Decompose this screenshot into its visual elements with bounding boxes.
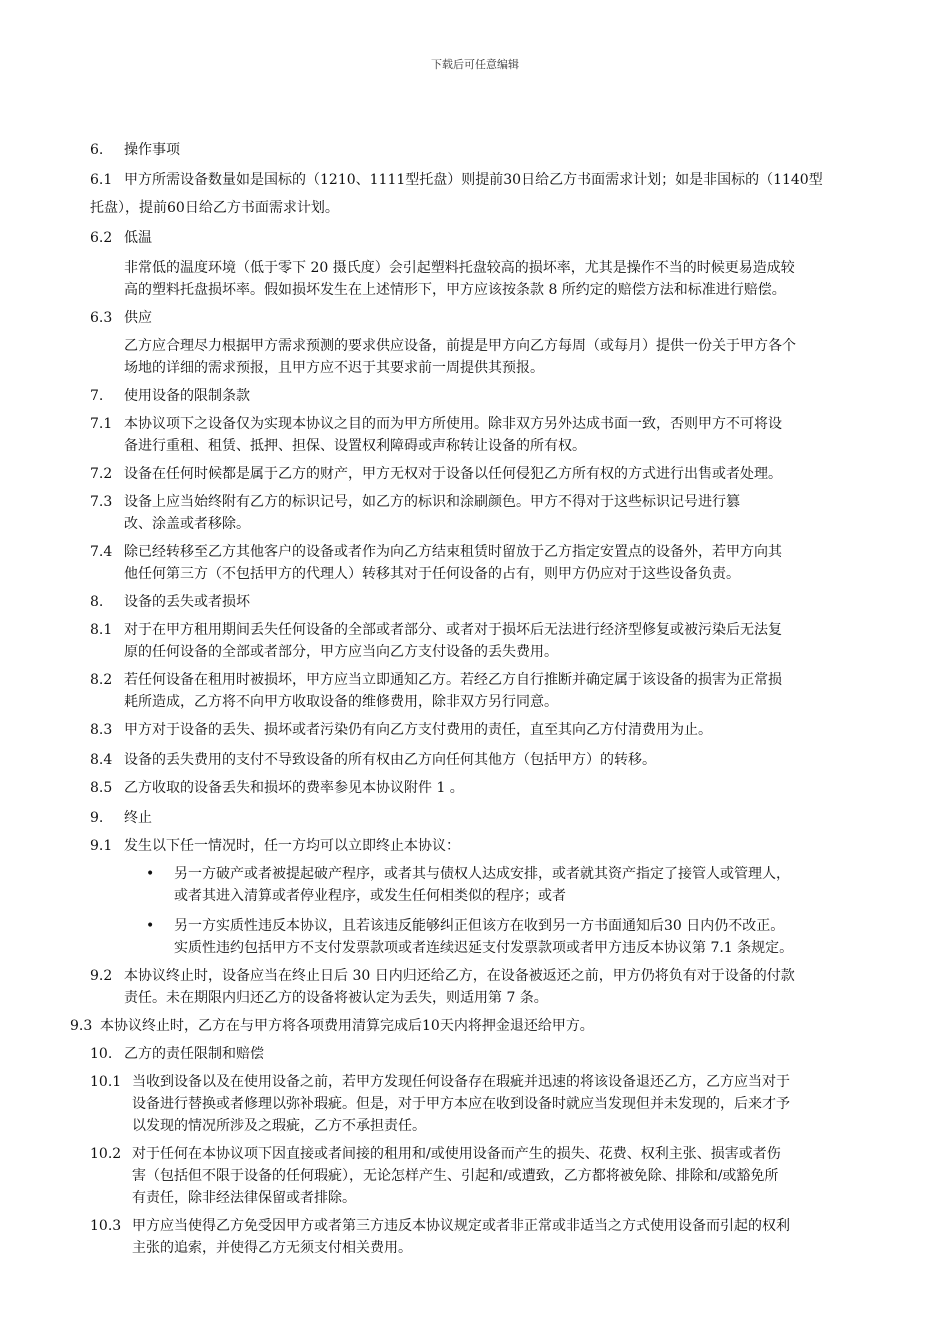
clause-text: 若任何设备在租用时被损坏，甲方应当立即通知乙方。若经乙方自行推断并确定属于该设备的损害为正常损	[124, 672, 782, 688]
clause-text: 设备的丢失费用的支付不导致设备的所有权由乙方向任何其他方（包括甲方）的转移。	[124, 752, 656, 768]
clause-text: 乙方应合理尽力根据甲方需求预测的要求供应设备，前提是甲方向乙方每周（或每月）提供一份关于甲方各个	[124, 338, 796, 354]
clause-text: 乙方收取的设备丢失和损坏的费率参见本协议附件 1 。	[124, 780, 464, 796]
clause-number: 8.2	[90, 672, 113, 688]
clause-number: 7.	[90, 388, 104, 404]
clause-text: 设备上应当始终附有乙方的标识记号，如乙方的标识和涂刷颜色。甲方不得对于这些标识记号进行篡	[124, 494, 740, 510]
clause-text: 使用设备的限制条款	[124, 388, 250, 404]
clause-text: 设备的丢失或者损坏	[124, 594, 250, 610]
clause-text: 主张的追索，并使得乙方无须支付相关费用。	[132, 1240, 412, 1256]
clause-text: 甲方所需设备数量如是国标的（1210、1111型托盘）则提前30日给乙方书面需求计划；如是非国标的（1140型	[124, 172, 823, 188]
clause-number: 10.1	[90, 1074, 122, 1090]
clause-text: 或者其进入清算或者停业程序，或发生任何相类似的程序；或者	[174, 888, 566, 904]
clause-number: 9.2	[90, 968, 113, 984]
clause-number: 7.2	[90, 466, 113, 482]
clause-text: 除已经转移至乙方其他客户的设备或者作为向乙方结束租赁时留放于乙方指定安置点的设备外，若甲方向其	[124, 544, 782, 560]
clause-text: 场地的详细的需求预报，且甲方应不迟于其要求前一周提供其预报。	[124, 360, 544, 376]
bullet-icon: •	[146, 918, 155, 934]
clause-text: 另一方实质性违反本协议，且若该违反能够纠正但该方在收到另一方书面通知后30 日内仍不改正。	[174, 918, 785, 934]
clause-text: 对于在甲方租用期间丢失任何设备的全部或者部分、或者对于损坏后无法进行经济型修复或被污染后无法复	[124, 622, 782, 638]
page-header: 下载后可任意编辑	[431, 58, 519, 71]
clause-text: 原的任何设备的全部或者部分，甲方应当向乙方支付设备的丢失费用。	[124, 644, 558, 660]
clause-number: 8.3	[90, 722, 113, 738]
clause-text: 本协议项下之设备仅为实现本协议之目的而为甲方所使用。除非双方另外达成书面一致，否则甲方不可将设	[124, 416, 782, 432]
clause-text: 设备在任何时候都是属于乙方的财产，甲方无权对于设备以任何侵犯乙方所有权的方式进行出售或者处理。	[124, 466, 782, 482]
clause-text: 当收到设备以及在使用设备之前，若甲方发现任何设备存在瑕疵并迅速的将该设备退还乙方，乙方应当对于	[132, 1074, 790, 1090]
clause-number: 7.3	[90, 494, 113, 510]
clause-text: 供应	[124, 310, 152, 326]
clause-text: 耗所造成，乙方将不向甲方收取设备的维修费用，除非双方另行同意。	[124, 694, 558, 710]
clause-text: 操作事项	[124, 142, 180, 158]
clause-text: 甲方应当使得乙方免受因甲方或者第三方违反本协议规定或者非正常或非适当之方式使用设备而引起的权利	[132, 1218, 790, 1234]
clause-text: 实质性违约包括甲方不支付发票款项或者连续迟延支付发票款项或者甲方违反本协议第 7.1 条规定。	[174, 940, 794, 956]
clause-text: 他任何第三方（不包括甲方的代理人）转移其对于任何设备的占有，则甲方仍应对于这些设备负责。	[124, 566, 740, 582]
clause-text: 以发现的情况所涉及之瑕疵，乙方不承担责任。	[132, 1118, 426, 1134]
clause-number: 10.	[90, 1046, 113, 1062]
clause-number: 10.3	[90, 1218, 122, 1234]
clause-number: 7.1	[90, 416, 113, 432]
clause-text: 非常低的温度环境（低于零下 20 摄氏度）会引起塑料托盘较高的损坏率，尤其是操作不当的时候更易造成较	[124, 260, 795, 276]
clause-text: 高的塑料托盘损坏率。假如损坏发生在上述情形下，甲方应该按条款 8 所约定的赔偿方法和标准进行赔偿。	[124, 282, 786, 298]
clause-number: 9.1	[90, 838, 113, 854]
clause-number: 8.4	[90, 752, 113, 768]
clause-text: 低温	[124, 230, 152, 246]
bullet-icon: •	[146, 866, 155, 882]
clause-number: 8.1	[90, 622, 113, 638]
clause-text: 备进行重租、租赁、抵押、担保、设置权利障碍或声称转让设备的所有权。	[124, 438, 586, 454]
clause-number: 10.2	[90, 1146, 122, 1162]
clause-number: 6.2	[90, 230, 113, 246]
clause-number: 9.	[90, 810, 104, 826]
clause-text: 改、涂盖或者移除。	[124, 516, 250, 532]
clause-number: 6.3	[90, 310, 113, 326]
clause-number: 6.	[90, 142, 104, 158]
clause-text: 害（包括但不限于设备的任何瑕疵），无论怎样产生、引起和/或遭致，乙方都将被免除、排除和/或豁免所	[132, 1168, 779, 1184]
clause-text: 发生以下任一情况时，任一方均可以立即终止本协议：	[124, 838, 460, 854]
clause-text: 另一方破产或者被提起破产程序，或者其与债权人达成安排，或者就其资产指定了接管人或管理人，	[174, 866, 790, 882]
clause-text: 本协议终止时，乙方在与甲方将各项费用清算完成后10天内将押金退还给甲方。	[100, 1018, 594, 1034]
clause-text: 终止	[124, 810, 152, 826]
clause-text: 有责任，除非经法律保留或者排除。	[132, 1190, 356, 1206]
clause-text: 甲方对于设备的丢失、损坏或者污染仍有向乙方支付费用的责任，直至其向乙方付清费用为止。	[124, 722, 712, 738]
clause-number: 9.3	[70, 1018, 93, 1034]
clause-number: 8.5	[90, 780, 113, 796]
clause-text: 乙方的责任限制和赔偿	[124, 1046, 264, 1062]
clause-text: 设备进行替换或者修理以弥补瑕疵。但是，对于甲方本应在收到设备时就应当发现但并未发现的，后来才予	[132, 1096, 790, 1112]
clause-text: 责任。未在期限内归还乙方的设备将被认定为丢失，则适用第 7 条。	[124, 990, 548, 1006]
clause-number: 7.4	[90, 544, 113, 560]
clause-text: 本协议终止时，设备应当在终止日后 30 日内归还给乙方，在设备被返还之前，甲方仍将负有对于设备的付款	[124, 968, 795, 984]
clause-text: 托盘），提前60日给乙方书面需求计划。	[90, 200, 339, 216]
clause-number: 6.1	[90, 172, 113, 188]
clause-number: 8.	[90, 594, 104, 610]
clause-text: 对于任何在本协议项下因直接或者间接的租用和/或使用设备而产生的损失、花费、权利主张、损害或者伤	[132, 1146, 781, 1162]
